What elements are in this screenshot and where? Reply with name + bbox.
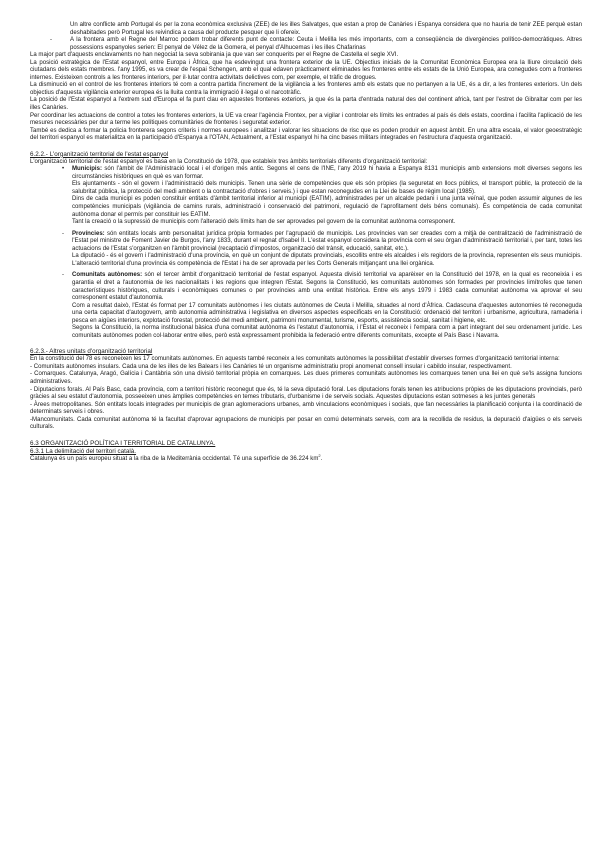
paragraph: La diputació - és el govern i l'administració d'una província, en què un conjunt de diputats provincials, escollits entre els alcaldes i els regidors de la província, representen els seus municipis. L'alteració territorial d'una província és competència de l'Estat i ha de ser aprovada per les Corts Generals mitjançant una llei orgànica.: [72, 253, 582, 267]
paragraph: - Diputacions forals. Al País Basc, cada província, com a territori històric reconegut que és, té la seva diputació foral. Les diputacions forals tenen les atribucions pròpies de les diputacions provincials, però gràcies al seu estatut d'autonomia, posseeixen unes àmplies competències en temes tributaris, d'urbanisme i de serveis socials. Aquestes diputacions estan sotmeses a les juntes generals: [30, 386, 582, 401]
list-item-body: [72, 272, 582, 302]
term-text: són l'àmbit de l'Administració local i el d'origen més antic. Segons el cens de l'INE, l'any 2019 hi havia a Espanya 8131 municipis amb extensions molt diverses segons les circumstàncies històriques en què es van formar.: [72, 166, 582, 180]
paragraph: Com a resultat daixò, l'Estat és format per 17 comunitats autònomes i les ciutats autònomes de Ceuta i Melilla, situades al nord d'Àfrica. Cadascuna d'aquestes autonomies té reconeguda una certa capacitat d'autogovern, amb autonomia administrativa i legislativa en diversos aspectes especificats en la Constitució: ordenació del territori i urbanisme, agricultura, ramaderia i pesca en aigües interiors, explotació forestal, protecció del medi ambient, patrimoni monumental, turisme, esports, assistència social, sanitat i higiene, etc.: [72, 302, 582, 324]
paragraph: - Comarques. Catalunya, Aragó, Galícia i Cantàbria són una divisió territorial pròpia en comarques. Les dues primeres comunitats autònomes les comarques tenen una llei en què se'ls assigna funcions administratives.: [30, 371, 582, 385]
subsection-heading-631: 6.3.1 La delimitació del territori català.: [30, 447, 137, 455]
bullet-dot-icon: •: [62, 166, 65, 173]
term-text: són el tercer àmbit d'organització territorial de l'estat espanyol. Aquesta divisió territorial va aparèixer en la Constitució del 1978, en la qual es reconeixia i es garantia el dret a l'autonomia de les nacionalitats i les regions que integren l'Estat. Segons la Constitució, les comunitats autònomes són formades per províncies limítrofes que tenen característiques històriques, culturals i econòmiques comunes o per províncies amb una entitat històrica. Entre els anys 1979 i 1983 cada comunitat autònoma va aprovar el seu corresponent estatut d'autonomia.: [72, 272, 582, 302]
paragraph: També es dedica a formar la policia fronterera segons criteris i normes europees i analitzar i valorar les situacions de risc que es poden produir en aquest àmbit. En una altra escala, el valor geoestratègic del territori espanyol es materialitza en la participació d'Espanya a l'OTAN, Actualment, a l'Estat espanyol hi ha cinc bases militars integrades en l'estructura d'aquesta organització.: [30, 127, 582, 142]
paragraph: Dins de cada municipi es poden constituir entitats d'àmbit territorial inferior al municipi (EATIM), administrades per un alcalde pedani i una junta veïnal, que poden assumir algunes de les competències municipals (vigilància de camins rurals, administració i conservació del patrimoni, regulació de l'aprofitament dels béns comunals). És competència de cada comunitat autònoma donar el permís per constituir les EATIM.: [72, 196, 582, 218]
paragraph: Els ajuntaments - són el govern i l'administració dels municipis. Tenen una sèrie de competències que els són pròpies (la seguretat en llocs públics, el transport públic, la protecció de la salubritat pública, la protecció del medi ambient o la contractació d'obres i serveis.) i que estan reconegudes en la Llei de bases de règim local (1985).: [72, 181, 582, 195]
term-label: Municipis:: [72, 166, 102, 173]
spacer: [30, 143, 582, 147]
term-label: Províncies:: [72, 230, 105, 237]
bullet-mark: -: [50, 37, 53, 44]
list-item-provincies: [62, 231, 582, 254]
paragraph: La major part d'aquests enclavaments no han negociat la seva sobirania ja que van ser conquerits per el Regne de Castella el segle XVI.: [30, 52, 399, 59]
list-item-body: [72, 166, 582, 181]
list-item-municipis: [62, 166, 582, 181]
spacer: [30, 432, 582, 436]
paragraph: Per coordinar les actuacions de control a totes les fronteres exteriors, la UE va crear l'agència Frontex, per a vigilar i controlar els límits les entrades al país és dels estats, coordina i facilita l'aplicació de les mesures necessàries per dur a terme les polítiques comunitàries de fronteres i seguretat exterior.: [30, 112, 582, 127]
bullet-marroc: [30, 37, 582, 52]
paragraph: - Àrees metropolitanes. Són entitats locals integrades per municipis de gran aglomeracions urbanes, amb vinculacions econòmiques i socials, que fan necessàries la planificació conjunta i la coordinació de determinats serveis i obres.: [30, 401, 582, 416]
paragraph: Segons la Constitució, la norma institucional bàsica d'una comunitat autònoma és l'estatut d'autonomia, i l'Estat el reconeix i l'empara com a part integrant del seu ordenament jurídic. Les comunitats autònomes poden col·laborar entre elles, però està expressament prohibida la federació entre diferents comunitats, excepte el País Basc i Navarra.: [72, 325, 582, 339]
paragraph: La posició de l'Estat espanyol a l'extrem sud d'Europa el fa punt clau en aquestes fronteres exteriors, ja que és la parta d'entrada natural des del continent africà, tant per l'estret de Gibraltar com per les illes Canàries.: [30, 97, 582, 112]
paragraph-tail: .: [320, 455, 323, 462]
paragraph: -Mancomunitats. Cada comunitat autònoma té la facultat d'aprovar agrupacions de municipis per posar en comú determinats serveis, com ara la recollida de residus, la depuració d'aigües o els serveis culturals.: [30, 416, 582, 431]
paragraph: La posició estratègica de l'Estat espanyol, entre Europa i Àfrica, que ha esdevingut una frontera exterior de la UE. Objectius inicials de la Comunitat Econòmica Europea era la lliure circulació dels ciutadans dels estats membres. l'any 1995, es va crear de l'espai Schengen, amb el qual edaven pràcticament eliminades les fronteres entre els estats de la Unió Europea, ara conegudes com a fronteres internes. Existeixen controls a les fronteres interiors, per il·lutar contra activitats delictives com, per exemple, el tràfic de drogues.: [30, 59, 582, 81]
paragraph: En la constitució del 78 es reconeixen les 17 comunitats autònomes. En aquests també reconeix a les comunitats autònomes la possibilitat d'establir diverses formes d'organització territorial interna:: [30, 356, 560, 363]
dash-mark: -: [62, 230, 65, 237]
spacer: [30, 340, 582, 344]
term-label: Comunitats autònomes:: [72, 272, 143, 279]
paragraph: La disminució en el control de les fronteres interiors té com a contra partida l'increment de la vigilància a les fronteres amb els estats que no pertanyen a la UE, és a dir, a les fronteres exteriors. Un dels objectius d'aquesta vigilància exterior europea és la lluita contra la immigració il·legal o el narcotràfic.: [30, 82, 582, 96]
section-heading-63: 6.3 ORGANITZACIÓ POLÍTICA I TERRITORIAL DE CATALUNYA.: [30, 439, 216, 447]
paragraph-salvatges: Un altre conflicte amb Portugal és per la zona econòmica exclusiva (ZEE) de les illes Salvatges, que estan a prop de Canàries i Espanya considera que no hauria de tenir ZEE perquè estan deshabitades però Portugal les reivindica a causa del producte pesquer que li ofereix.: [70, 22, 582, 36]
list-item-comunitats: [62, 272, 582, 302]
list-item-body: [72, 231, 582, 254]
term-text: són entitats locals amb personalitat jurídica pròpia formades per l'agrupació de municipis. Les províncies van ser creades com a mitjà de centralització de l'administració de l'Estat pel ministre de Foment Javier de Burgos, l'any 1833, durant el regnat d'Isabel II. L'estat espanyol considera la província com el seu òrgan d'administració territorial i, per tant, totes les actuacions de l'Estat s'organitzen en l'àmbit provincial (recaptació d'impostos, organització del trànsit, educació, sanitat, etc.).: [72, 230, 582, 252]
territorial-levels-list: [30, 166, 582, 340]
bullet-text: A la frontera amb el Regne del Marroc podem trobar diferents punt de contacte: Ceuta i Melilla les més importants, com a conseqüència de divergències político-democràtiques. Altres possessions espanyoles serien: El penyal de Vélez de la Gomera, el penyal d'Alhucemas i les illes Chafarinas: [70, 37, 582, 51]
paragraph: [30, 452, 582, 464]
paragraph-text: Catalunya és un país europeu situat a la riba de la Mediterrània occidental. Té una superfície de 36.224 km: [30, 455, 319, 462]
paragraph: Tant la creació o la supressió de municipis com l'alteració dels límits han de ser aprovades pel govern de la comunitat autònoma corresponent.: [72, 219, 456, 226]
superscript: 2: [318, 452, 321, 458]
section-heading-622: 6.2.2.- L'organització territorial de l'estat espanyol: [30, 150, 169, 158]
section-heading-623: 6.2.3.- Altres unitats d'organització territorial: [30, 348, 153, 356]
dash-mark: -: [62, 272, 65, 279]
section-intro: L'organització territorial de l'estat espanyol es basa en la Constitució de 1978, que estableix tres àmbits territorials diferents d'organització territorial:: [30, 158, 428, 165]
paragraph: - Comunitats autònomes insulars. Cada una de les illes de les Balears i les Canàries té un organisme administratiu propi anomenat consell insular i cabildo insular, respectivament.: [30, 363, 512, 370]
